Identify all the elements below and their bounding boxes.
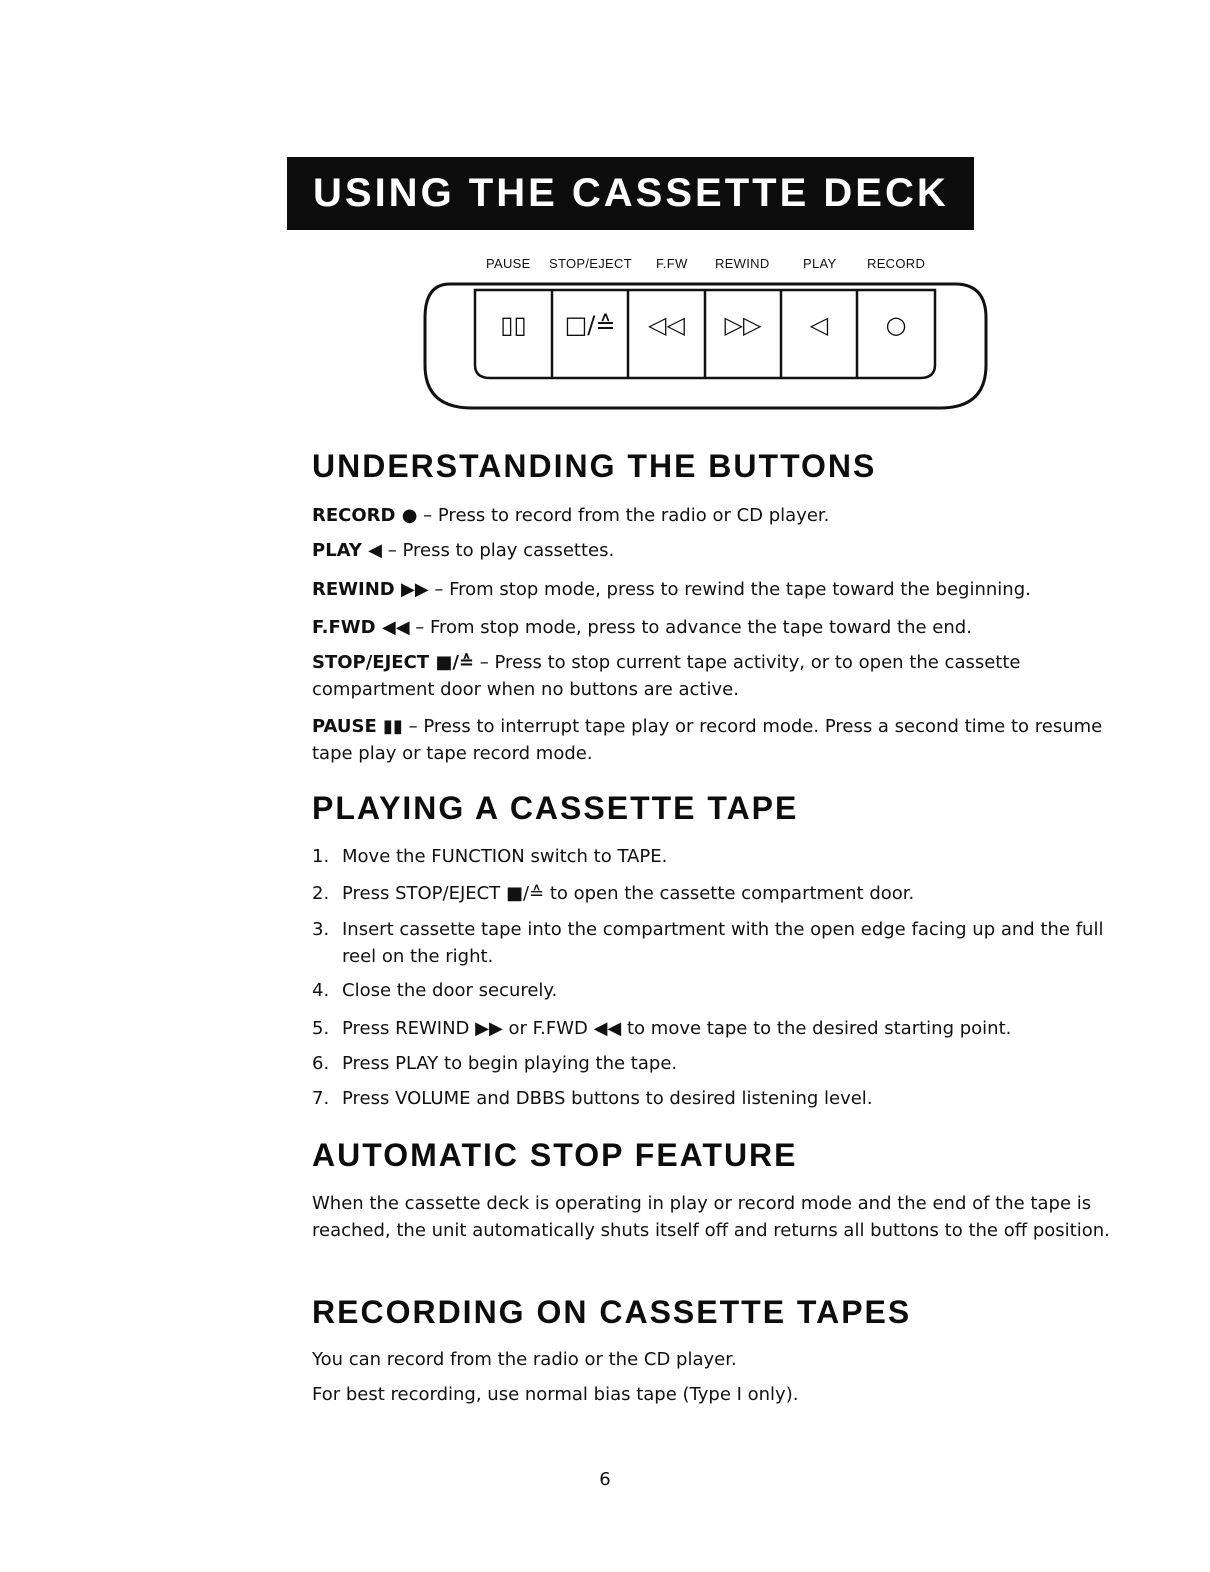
desc-record: – Press to record from the radio or CD player.	[417, 505, 830, 526]
recording-line-1: You can record from the radio or the CD player.	[312, 1349, 737, 1370]
list-item	[312, 843, 1142, 870]
button-desc-record	[312, 502, 1142, 529]
step-text: Move the FUNCTION switch to TAPE.	[342, 846, 668, 867]
deck-label-ffw: F.FW	[656, 256, 688, 271]
deck-label-record: RECORD	[867, 256, 926, 271]
pause-icon: ▯▯	[500, 311, 527, 339]
fast-forward-button[interactable]	[628, 300, 705, 350]
section-heading-autostop: AUTOMATIC STOP FEATURE	[312, 1137, 798, 1173]
step-number: 2.	[312, 883, 330, 904]
deck-labels	[0, 256, 1210, 274]
term-pause: PAUSE ▮▮	[312, 716, 403, 737]
button-desc-ffwd	[312, 614, 1142, 641]
record-icon: ○	[885, 311, 907, 339]
step-text: Press REWIND ▶▶ or F.FWD ◀◀ to move tape to the desired starting point.	[342, 1018, 1012, 1039]
desc-rewind: – From stop mode, press to rewind the tape toward the beginning.	[428, 579, 1031, 600]
list-item	[312, 977, 1142, 1004]
autostop-paragraph: When the cassette deck is operating in play or record mode and the end of the tape is reached, the unit automatically shuts itself off and returns all buttons to the off position.	[312, 1193, 1110, 1241]
step-text: Press STOP/EJECT ■/≙ to open the cassette compartment door.	[342, 883, 915, 904]
banner-title: USING THE CASSETTE DECK	[313, 171, 949, 215]
stop-eject-button[interactable]	[552, 300, 628, 350]
list-item	[312, 1050, 1142, 1077]
section-heading-playing: PLAYING A CASSETTE TAPE	[312, 790, 799, 826]
list-item	[312, 1015, 1142, 1042]
desc-ffwd: – From stop mode, press to advance the tape toward the end.	[409, 617, 972, 638]
button-desc-stop-eject	[312, 649, 1142, 703]
record-button[interactable]	[857, 300, 935, 350]
step-text: Close the door securely.	[342, 980, 558, 1001]
desc-pause: – Press to interrupt tape play or record mode. Press a second time to resume tape play or tape record mode.	[312, 716, 1103, 764]
button-desc-rewind	[312, 576, 1142, 603]
step-number: 3.	[312, 919, 330, 940]
list-item	[312, 916, 1142, 970]
term-rewind: REWIND ▶▶	[312, 579, 429, 600]
play-button[interactable]	[781, 300, 857, 350]
page-banner	[287, 157, 974, 230]
step-number: 7.	[312, 1088, 330, 1109]
section-heading-understanding: UNDERSTANDING THE BUTTONS	[312, 448, 877, 484]
desc-play: – Press to play cassettes.	[382, 540, 615, 561]
button-desc-pause	[312, 713, 1142, 767]
step-number: 5.	[312, 1018, 330, 1039]
rewind-button[interactable]	[705, 300, 781, 350]
deck-label-stop-eject: STOP/EJECT	[549, 256, 632, 271]
fast-forward-icon: ◁◁	[648, 311, 685, 339]
recording-line-2: For best recording, use normal bias tape (Type I only).	[312, 1384, 799, 1405]
list-item	[312, 880, 1142, 907]
play-icon: ◁	[809, 311, 829, 339]
step-text: Press PLAY to begin playing the tape.	[342, 1053, 678, 1074]
step-number: 1.	[312, 846, 330, 867]
page-number: 6	[599, 1469, 611, 1490]
section-heading-recording: RECORDING ON CASSETTE TAPES	[312, 1294, 912, 1330]
term-record: RECORD ●	[312, 505, 418, 526]
step-number: 4.	[312, 980, 330, 1001]
deck-label-rewind: REWIND	[715, 256, 770, 271]
term-ffwd: F.FWD ◀◀	[312, 617, 410, 638]
term-play: PLAY ◀	[312, 540, 383, 561]
stop-eject-icon: □/≙	[564, 311, 616, 339]
step-number: 6.	[312, 1053, 330, 1074]
pause-button[interactable]	[475, 300, 552, 350]
term-stop-eject: STOP/EJECT ■/≙	[312, 652, 475, 673]
desc-stop-eject: – Press to stop current tape activity, or to open the cassette compartment door when no buttons are active.	[312, 652, 1021, 700]
rewind-icon: ▷▷	[724, 311, 762, 339]
step-text: Press VOLUME and DBBS buttons to desired listening level.	[342, 1088, 873, 1109]
deck-label-play: PLAY	[803, 256, 837, 271]
button-desc-play	[312, 537, 1142, 564]
step-text: Insert cassette tape into the compartment with the open edge facing up and the full reel on the right.	[342, 919, 1104, 967]
list-item	[312, 1085, 1142, 1112]
deck-label-pause: PAUSE	[486, 256, 531, 271]
